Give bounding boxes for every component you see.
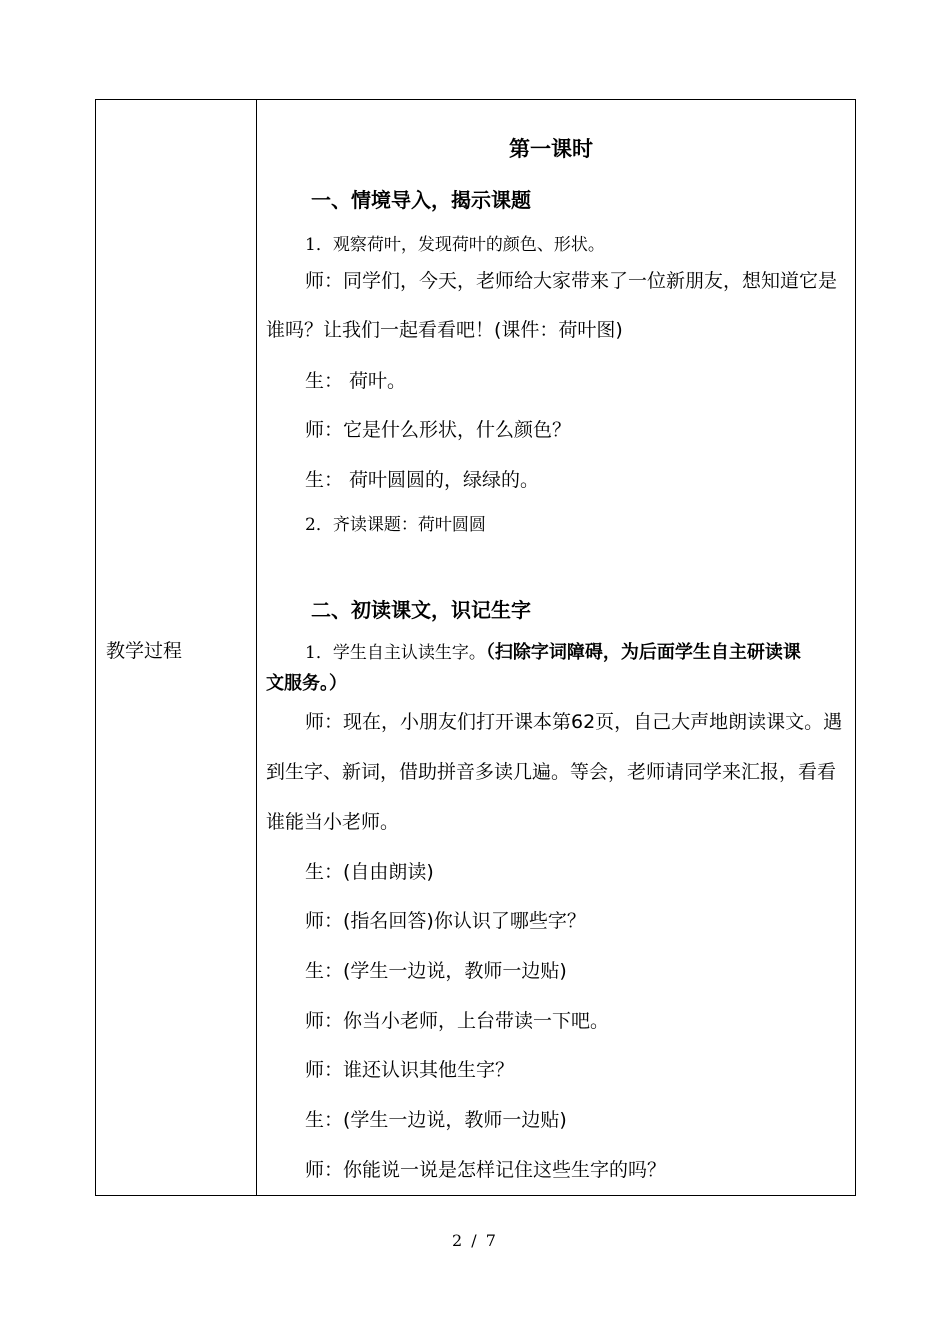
section2-item1-note-cont: 文服务。） <box>266 673 347 694</box>
section1-item1: 1．观察荷叶，发现荷叶的颜色、形状。 <box>305 235 605 255</box>
dialogue-line: 生： 荷叶。 <box>305 370 407 392</box>
dialogue-line: 生： 荷叶圆圆的，绿绿的。 <box>305 469 540 491</box>
section1-heading: 一、情境导入，揭示课题 <box>311 188 531 212</box>
label-cell <box>96 100 257 1195</box>
dialogue-line: 师：谁还认识其他生字？ <box>305 1059 515 1081</box>
dialogue-line: 师：同学们，今天，老师给大家带来了一位新朋友，想知道它是 <box>305 270 838 292</box>
dialogue-line: 谁能当小老师。 <box>266 811 400 833</box>
section2-heading: 二、初读课文，识记生字 <box>311 598 531 622</box>
row-label: 教学过程 <box>106 640 183 662</box>
content-cell <box>257 100 855 1195</box>
section2-item1: 1．学生自主认读生字。 <box>305 643 486 663</box>
lesson-table <box>95 99 856 1196</box>
section2-item1-line <box>305 638 801 664</box>
dialogue-line: 师：你能说一说是怎样记住这些生字的吗？ <box>305 1159 667 1181</box>
dialogue-line: 师：你当小老师，上台带读一下吧。 <box>305 1010 610 1032</box>
dialogue-line: 师：现在，小朋友们打开课本第62页，自己大声地朗读课文。遇 <box>305 711 843 733</box>
lesson-title: 第一课时 <box>509 137 593 161</box>
dialogue-line: 谁吗？让我们一起看看吧！(课件：荷叶图) <box>266 319 623 341</box>
section1-item2: 2．齐读课题：荷叶圆圆 <box>305 515 486 535</box>
page-number: 2 / 7 <box>452 1231 498 1250</box>
dialogue-line: 师：(指名回答)你认识了哪些字？ <box>305 910 586 932</box>
dialogue-line: 师：它是什么形状，什么颜色？ <box>305 419 572 441</box>
section2-item1-note: （扫除字词障碍，为后面学生自主研读课 <box>485 642 801 663</box>
dialogue-line: 到生字、新词，借助拼音多读几遍。等会，老师请同学来汇报，看看 <box>266 761 837 783</box>
dialogue-line: 生：(学生一边说，教师一边贴) <box>305 960 567 982</box>
dialogue-line: 生：(学生一边说，教师一边贴) <box>305 1109 567 1131</box>
dialogue-line: 生：(自由朗读) <box>305 861 434 883</box>
